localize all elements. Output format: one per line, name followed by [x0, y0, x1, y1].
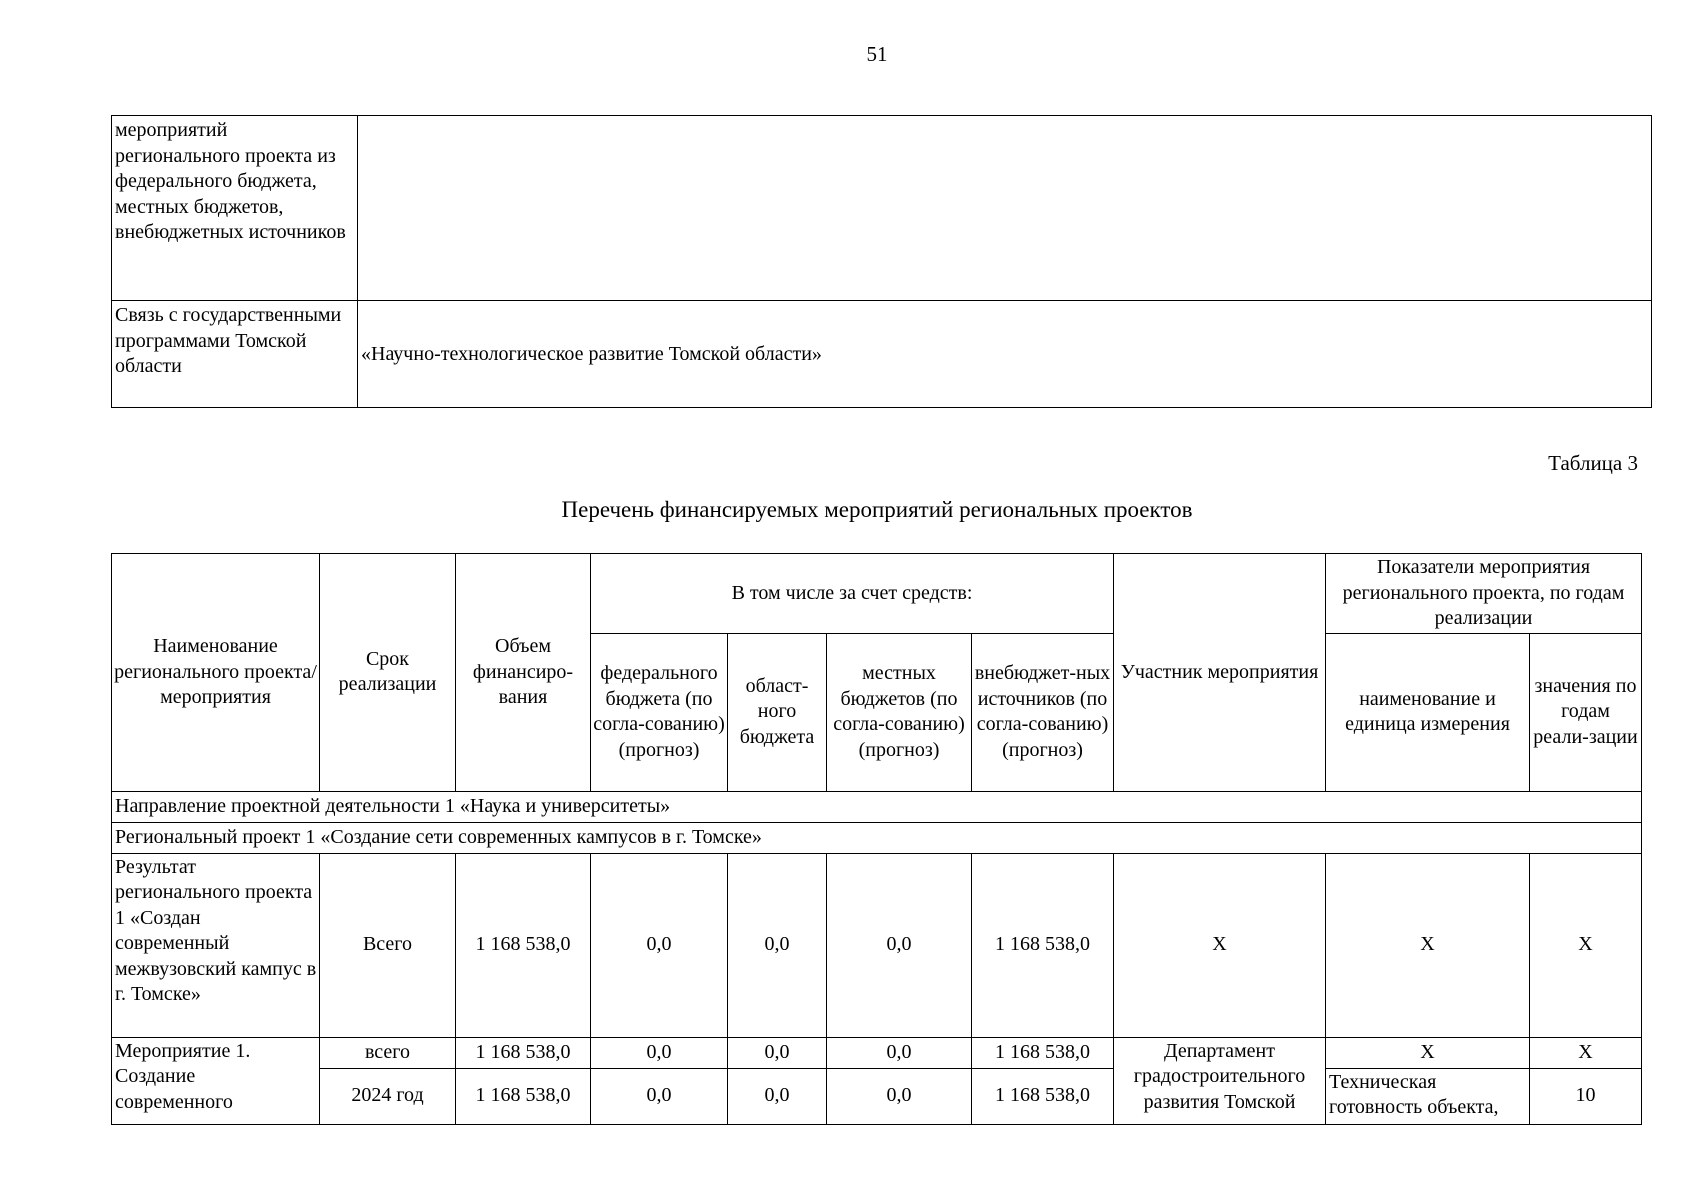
- measure-regional: 0,0: [728, 1068, 827, 1124]
- page-number: 51: [866, 42, 888, 66]
- header-volume: Объем финансиро-вания: [456, 554, 591, 792]
- top-table-value: [358, 116, 1652, 301]
- top-table-label: Связь с государственными программами Томской области: [112, 301, 358, 408]
- top-table-value: «Научно-технологическое развитие Томской области»: [358, 301, 1652, 408]
- result-term: Всего: [320, 853, 456, 1037]
- header-federal: федерального бюджета (по согла-сованию) (прогноз): [591, 633, 728, 791]
- measure-extra: 1 168 538,0: [972, 1068, 1114, 1124]
- result-extra: 1 168 538,0: [972, 853, 1114, 1037]
- top-info-table: [111, 115, 1652, 408]
- table-title: Перечень финансируемых мероприятий региональных проектов: [561, 497, 1193, 522]
- top-table-row: [112, 301, 1652, 408]
- table-number-label: Таблица 3: [1548, 451, 1638, 475]
- project-cell: Региональный проект 1 «Создание сети современных кампусов в г. Томске»: [112, 822, 1642, 853]
- measure-participant: Департамент градостроительного развития Томской: [1114, 1037, 1326, 1124]
- direction-row: [112, 791, 1642, 822]
- header-row: [112, 554, 1642, 634]
- top-table-row: [112, 116, 1652, 301]
- measure-indicator-values: X: [1530, 1037, 1642, 1068]
- result-indicator-name: X: [1326, 853, 1530, 1037]
- result-indicator-values: X: [1530, 853, 1642, 1037]
- result-volume: 1 168 538,0: [456, 853, 591, 1037]
- result-row: [112, 853, 1642, 1037]
- measure-row: [112, 1037, 1642, 1068]
- measure-volume: 1 168 538,0: [456, 1037, 591, 1068]
- measure-federal: 0,0: [591, 1068, 728, 1124]
- measure-extra: 1 168 538,0: [972, 1037, 1114, 1068]
- measure-indicator-name: Техническая готовность объекта,: [1326, 1068, 1530, 1124]
- measure-local: 0,0: [827, 1068, 972, 1124]
- measure-federal: 0,0: [591, 1037, 728, 1068]
- header-indicator-name: наименование и единица измерения: [1326, 633, 1530, 791]
- project-row: [112, 822, 1642, 853]
- header-including-group: В том числе за счет средств:: [591, 554, 1114, 634]
- result-local: 0,0: [827, 853, 972, 1037]
- measure-name: Мероприятие 1. Создание современного: [112, 1037, 320, 1124]
- result-name: Результат регионального проекта 1 «Создан современный межвузовский кампус в г. Томске»: [112, 853, 320, 1037]
- measure-term: всего: [320, 1037, 456, 1068]
- measure-volume: 1 168 538,0: [456, 1068, 591, 1124]
- measure-local: 0,0: [827, 1037, 972, 1068]
- header-indicator-values: значения по годам реали-зации: [1530, 633, 1642, 791]
- direction-cell: Направление проектной деятельности 1 «Наука и университеты»: [112, 791, 1642, 822]
- header-local: местных бюджетов (по согла-сованию) (прогноз): [827, 633, 972, 791]
- financed-measures-table: [111, 553, 1642, 1125]
- header-regional: област-ного бюджета: [728, 633, 827, 791]
- header-extra: внебюджет-ных источников (по согла-сованию) (прогноз): [972, 633, 1114, 791]
- top-table-label: мероприятий регионального проекта из федерального бюджета, местных бюджетов, внебюджетных источников: [112, 116, 358, 301]
- header-term: Срок реализации: [320, 554, 456, 792]
- measure-row: [112, 1068, 1642, 1124]
- header-participant: Участник мероприятия: [1114, 554, 1326, 792]
- result-participant: X: [1114, 853, 1326, 1037]
- measure-indicator-values: 10: [1530, 1068, 1642, 1124]
- header-indicators-group: Показатели мероприятия регионального проекта, по годам реализации: [1326, 554, 1642, 634]
- measure-regional: 0,0: [728, 1037, 827, 1068]
- measure-indicator-name: X: [1326, 1037, 1530, 1068]
- result-federal: 0,0: [591, 853, 728, 1037]
- result-regional: 0,0: [728, 853, 827, 1037]
- header-name: Наименование регионального проекта/ мероприятия: [112, 554, 320, 792]
- measure-term: 2024 год: [320, 1068, 456, 1124]
